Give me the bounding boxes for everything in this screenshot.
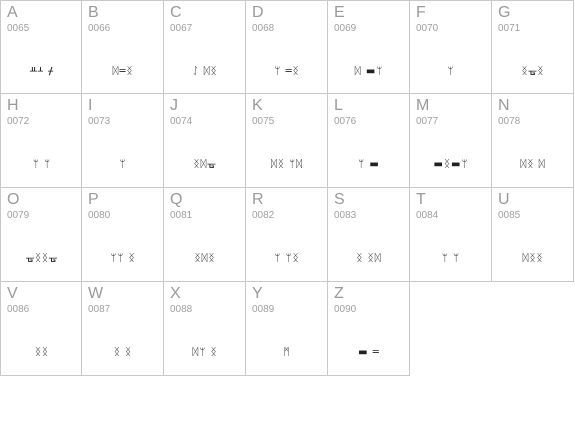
glyph-code-label: 0072 <box>7 116 30 127</box>
y-glyph-icon: ᛗ <box>283 347 291 358</box>
glyph-cell-m[interactable] <box>410 94 492 188</box>
glyph-character-label: J <box>170 97 178 114</box>
glyph-character-label: Q <box>170 191 183 208</box>
glyph-character-label: Z <box>334 285 344 302</box>
glyph-code-label: 0069 <box>334 23 357 34</box>
glyph-code-label: 0085 <box>498 210 521 221</box>
glyph-cell-z[interactable] <box>328 282 410 376</box>
glyph-character-label: F <box>416 4 426 21</box>
k-glyph-icon: ᛞᛝ ᛘᛞ <box>270 159 304 170</box>
glyph-code-label: 0086 <box>7 304 30 315</box>
s-glyph-icon: ᛝ ᛝᛞ <box>356 253 382 264</box>
glyph-cell-i[interactable] <box>82 94 164 188</box>
glyph-code-label: 0088 <box>170 304 193 315</box>
glyph-cell-n[interactable] <box>492 94 574 188</box>
glyph-cell-v[interactable] <box>0 282 82 376</box>
glyph-character-label: A <box>7 4 18 21</box>
glyph-code-label: 0075 <box>252 116 275 127</box>
glyph-code-label: 0071 <box>498 23 521 34</box>
glyph-code-label: 0090 <box>334 304 357 315</box>
a-glyph-icon: ᚇᚆ ᚋ <box>29 66 55 77</box>
glyph-code-label: 0081 <box>170 210 193 221</box>
glyph-character-label: R <box>252 191 264 208</box>
glyph-cell-f[interactable] <box>410 0 492 94</box>
glyph-character-label: X <box>170 285 181 302</box>
glyph-character-label: K <box>252 97 263 114</box>
glyph-code-label: 0082 <box>252 210 275 221</box>
glyph-character-label: T <box>416 191 426 208</box>
glyph-code-label: 0066 <box>88 23 111 34</box>
glyph-cell-e[interactable] <box>328 0 410 94</box>
glyph-character-label: C <box>170 4 182 21</box>
glyph-code-label: 0076 <box>334 116 357 127</box>
glyph-cell-q[interactable] <box>164 188 246 282</box>
glyph-cell-h[interactable] <box>0 94 82 188</box>
glyph-character-label: P <box>88 191 99 208</box>
glyph-character-label: L <box>334 97 343 114</box>
glyph-cell-j[interactable] <box>164 94 246 188</box>
glyph-character-label: S <box>334 191 345 208</box>
glyph-character-label: Y <box>252 285 263 302</box>
d-glyph-icon: ᛘ ═ᛝ <box>274 66 300 77</box>
glyph-cell-w[interactable] <box>82 282 164 376</box>
c-glyph-icon: ᛇ ᛞᛝ <box>192 66 218 77</box>
e-glyph-icon: ᛞ ▬ᛘ <box>354 66 384 77</box>
glyph-code-label: 0080 <box>88 210 111 221</box>
glyph-cell-r[interactable] <box>246 188 328 282</box>
glyph-code-label: 0079 <box>7 210 30 221</box>
glyph-cell-p[interactable] <box>82 188 164 282</box>
glyph-character-label: N <box>498 97 510 114</box>
z-glyph-icon: ▬ ═ <box>358 347 380 358</box>
glyph-cell-c[interactable] <box>164 0 246 94</box>
glyph-cell-a[interactable] <box>0 0 82 94</box>
glyph-character-label: D <box>252 4 264 21</box>
glyph-cell-o[interactable] <box>0 188 82 282</box>
o-glyph-icon: ᚗᛝᛝᚗ <box>26 253 58 264</box>
glyph-code-label: 0087 <box>88 304 111 315</box>
glyph-cell-y[interactable] <box>246 282 328 376</box>
glyph-cell-g[interactable] <box>492 0 574 94</box>
glyph-code-label: 0068 <box>252 23 275 34</box>
n-glyph-icon: ᛞᛝ ᛞ <box>520 159 546 170</box>
glyph-code-label: 0083 <box>334 210 357 221</box>
glyph-code-label: 0089 <box>252 304 275 315</box>
glyph-character-label: U <box>498 191 510 208</box>
glyph-code-label: 0078 <box>498 116 521 127</box>
p-glyph-icon: ᛘᛘ ᛝ <box>110 253 136 264</box>
glyph-cell-x[interactable] <box>164 282 246 376</box>
x-glyph-icon: ᛞᛘ ᛝ <box>192 347 218 358</box>
glyph-character-label: E <box>334 4 345 21</box>
glyph-code-label: 0070 <box>416 23 439 34</box>
glyph-character-label: M <box>416 97 430 114</box>
glyph-cell-b[interactable] <box>82 0 164 94</box>
q-glyph-icon: ᛝᛞᛝ <box>194 253 216 264</box>
glyph-character-label: G <box>498 4 511 21</box>
glyph-character-label: V <box>7 285 18 302</box>
f-glyph-icon: ᛘ <box>447 66 455 77</box>
glyph-code-label: 0065 <box>7 23 30 34</box>
glyph-character-label: W <box>88 285 104 302</box>
glyph-character-label: I <box>88 97 93 114</box>
glyph-character-label: B <box>88 4 99 21</box>
glyph-code-label: 0074 <box>170 116 193 127</box>
glyph-cell-u[interactable] <box>492 188 574 282</box>
i-glyph-icon: ᛘ <box>119 159 127 170</box>
glyph-character-label: O <box>7 191 20 208</box>
h-glyph-icon: ᛘ ᛘ <box>32 159 52 170</box>
w-glyph-icon: ᛝ ᛝ <box>113 347 133 358</box>
glyph-cell-d[interactable] <box>246 0 328 94</box>
b-glyph-icon: ᛞ═ᛝ <box>112 66 134 77</box>
r-glyph-icon: ᛘ ᛘᛝ <box>274 253 300 264</box>
m-glyph-icon: ▬ᛝ▬ᛘ <box>433 159 469 170</box>
glyph-code-label: 0073 <box>88 116 111 127</box>
glyph-code-label: 0067 <box>170 23 193 34</box>
glyph-cell-l[interactable] <box>328 94 410 188</box>
j-glyph-icon: ᛝᛞᚗ <box>193 159 217 170</box>
l-glyph-icon: ᛘ ▬ <box>358 159 380 170</box>
glyph-code-label: 0077 <box>416 116 439 127</box>
v-glyph-icon: ᛝᛝ <box>35 347 49 358</box>
glyph-code-label: 0084 <box>416 210 439 221</box>
glyph-character-label: H <box>7 97 19 114</box>
t-glyph-icon: ᛘ ᛘ <box>441 253 461 264</box>
g-glyph-icon: ᛝᚗᛝ <box>521 66 545 77</box>
u-glyph-icon: ᛞᛝᛝ <box>522 253 544 264</box>
glyph-cell-s[interactable] <box>328 188 410 282</box>
glyph-cell-k[interactable] <box>246 94 328 188</box>
glyph-cell-t[interactable] <box>410 188 492 282</box>
